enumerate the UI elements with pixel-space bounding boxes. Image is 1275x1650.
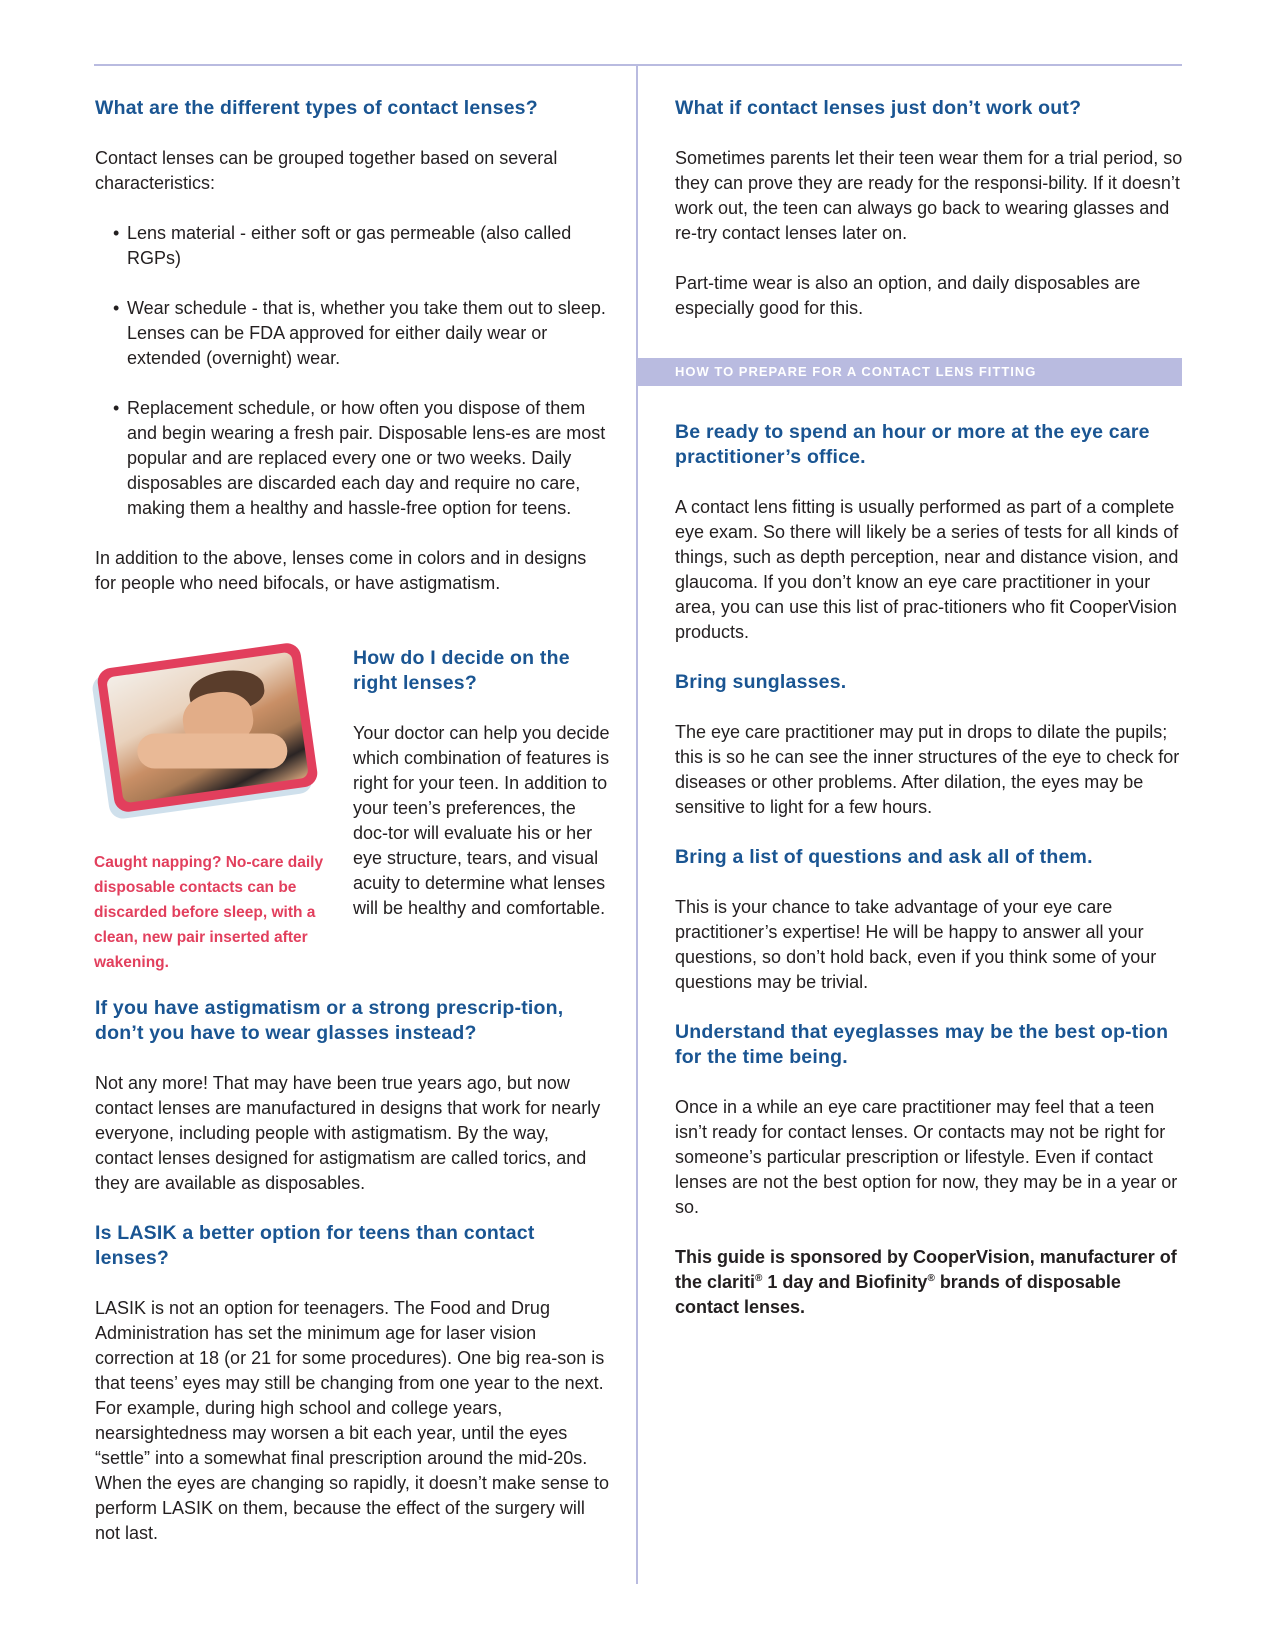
banner-title: HOW TO PREPARE FOR A CONTACT LENS FITTING	[675, 364, 1037, 379]
tip-heading: Be ready to spend an hour or more at the eye care practitioner’s office.	[675, 421, 1150, 468]
heading-astigmatism: If you have astigmatism or a strong prescrip-tion, don’t you have to wear glasses instead?	[95, 997, 564, 1044]
lens-characteristics-list	[95, 221, 610, 521]
heading-decide-lenses: How do I decide on the right lenses?	[353, 647, 570, 694]
heading-lasik: Is LASIK a better option for teens than contact lenses?	[95, 1222, 535, 1269]
right-column	[675, 96, 1185, 346]
tip-body: Once in a while an eye care practitioner may feel that a teen isn’t ready for contact lenses. Or contacts may not be right for someone’s particular prescription or lifestyle. Even if contact lenses are not the best option for now, they may be in a year or so.	[675, 1097, 1178, 1217]
tip-body: A contact lens fitting is usually performed as part of a complete eye exam. So there will likely be a series of tests for all kinds of things, such as depth perception, near and distance vision, and glaucoma. If you don’t know an eye care practitioner in your area, you can use this list of prac-titioners who fit CooperVision products.	[675, 497, 1179, 642]
dont-work-out-para-2: Part-time wear is also an option, and daily disposables are especially good for this.	[675, 273, 1141, 318]
top-divider	[94, 64, 1182, 66]
bullet-icon: •	[113, 398, 120, 418]
column-divider	[636, 64, 638, 1584]
lens-types-closing: In addition to the above, lenses come in colors and in designs for people who need bifocals, or have astigmatism.	[95, 548, 587, 593]
lasik-body: LASIK is not an option for teenagers. The Food and Drug Administration has set the minimum age for laser vision correction at 18 (or 21 for some procedures). One big rea-son is that teens’ eyes may still be changing from one year to the next. For example, during high school and college years, nearsightedness may worsen a bit each year, until the eyes “settle” into a somewhat final prescription around the mid-20s. When the eyes are changing so rapidly, it doesn’t make sense to perform LASIK on them, because the effect of the surgery will not last.	[95, 1298, 609, 1543]
section-banner	[638, 358, 1182, 386]
fitting-tips	[675, 420, 1185, 1345]
sponsor-note: This guide is sponsored by CooperVision, manufacturer of the clariti® 1 day and Biofinity® brands of disposable contact lenses.	[675, 1247, 1177, 1317]
dont-work-out-para-1: Sometimes parents let their teen wear them for a trial period, so they can prove they are ready for the responsi-bility. If it doesn’t work out, the teen can always go back to wearing glasses and re-try contact lenses later on.	[675, 148, 1183, 243]
list-item: • Wear schedule - that is, whether you take them out to sleep. Lenses can be FDA approved for either daily wear or extended (overnight) wear.	[113, 298, 606, 368]
list-item: • Lens material - either soft or gas permeable (also called RGPs)	[113, 223, 572, 268]
tip-body: The eye care practitioner may put in drops to dilate the pupils; this is so he can see the inner structures of the eye to check for diseases or other problems. After dilation, the eyes may be sensitive to light for a few hours.	[675, 722, 1180, 817]
photo-frame	[96, 641, 319, 813]
sleeping-teen-photo-icon	[106, 652, 309, 804]
lens-types-intro: Contact lenses can be grouped together based on several characteristics:	[95, 148, 558, 193]
tip-heading: Bring sunglasses.	[675, 671, 847, 693]
decide-lenses-section	[353, 646, 613, 946]
heading-dont-work-out: What if contact lenses just don’t work out?	[675, 97, 1082, 119]
list-item: • Replacement schedule, or how often you dispose of them and begin wearing a fresh pair. Disposable lens-es are most popular and are replaced every one or two weeks. Daily disposables are discarded each day and require no care, making them a healthy and hassle-free option for teens.	[113, 398, 606, 518]
decide-lenses-body: Your doctor can help you decide which combination of features is right for your teen. In addition to your teen’s preferences, the doc-tor will evaluate his or her eye structure, tears, and visual acuity to determine what lenses will be healthy and comfortable.	[353, 723, 610, 918]
bullet-icon: •	[113, 223, 120, 243]
tip-heading: Understand that eyeglasses may be the best op-tion for the time being.	[675, 1021, 1169, 1068]
heading-lens-types: What are the different types of contact lenses?	[95, 97, 538, 119]
bullet-icon: •	[113, 298, 120, 318]
tip-heading: Bring a list of questions and ask all of them.	[675, 846, 1093, 868]
left-lower-sections	[95, 996, 610, 1571]
photo-caption: Caught napping? No-care daily disposable contacts can be discarded before sleep, with a clean, new pair inserted after wakening.	[94, 854, 324, 971]
photo-figure	[95, 645, 335, 825]
tip-body: This is your chance to take advantage of your eye care practitioner’s expertise! He will be happy to answer all your questions, so don’t hold back, even if you think some of your questions may be trivial.	[675, 897, 1157, 992]
astigmatism-body: Not any more! That may have been true years ago, but now contact lenses are manufactured in designs that work for nearly everyone, including people with astigmatism. By the way, contact lenses designed for astigmatism are called torics, and they are available as disposables.	[95, 1073, 601, 1193]
left-column	[95, 96, 610, 621]
